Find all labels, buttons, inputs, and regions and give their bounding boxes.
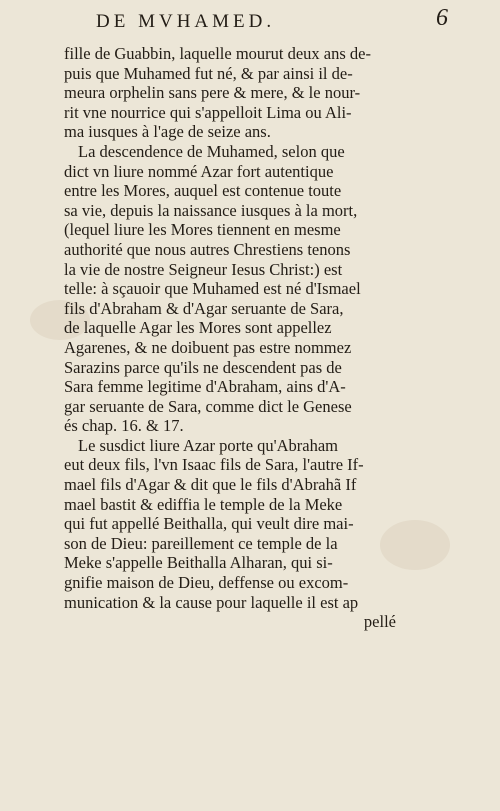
page-number: 6 [436, 5, 448, 31]
text-line: munication & la cause pour laquelle il est ap [64, 592, 359, 612]
text-line: authorité que nous autres Chrestiens tenons [64, 239, 351, 259]
text-line: dict vn liure nommé Azar fort autentique [64, 161, 334, 181]
text-line: Sara femme legitime d'Abraham, ains d'A- [64, 377, 346, 397]
text-line: rit vne nourrice qui s'appelloit Lima ou Ali- [64, 102, 352, 122]
text-line: gnifie maison de Dieu, deffense ou excom- [64, 573, 349, 593]
body-text [64, 44, 396, 632]
paragraph-start-line: La descendence de Muhamed, selon que [78, 141, 345, 161]
text-line: son de Dieu: pareillement ce temple de la [64, 533, 338, 553]
text-line: la vie de nostre Seigneur Iesus Christ:) est [64, 259, 343, 279]
text-line: de laquelle Agar les Mores sont appellez [64, 318, 332, 338]
text-line: sa vie, depuis la naissance iusques à la mort, [64, 200, 358, 220]
text-line: gar seruante de Sara, comme dict le Genese [64, 396, 352, 416]
text-line: Sarazins parce qu'ils ne descendent pas de [64, 357, 342, 377]
text-line: (lequel liure les Mores tiennent en mesme [64, 220, 341, 240]
text-line: ma iusques à l'age de seize ans. [64, 122, 271, 142]
text-line: fils d'Abraham & d'Agar seruante de Sara, [64, 298, 344, 318]
text-line: qui fut appellé Beithalla, qui veult dire mai- [64, 514, 354, 534]
text-line: fille de Guabbin, laquelle mourut deux ans de- [64, 44, 371, 63]
page-header [0, 0, 500, 40]
text-line: eut deux fils, l'vn Isaac fils de Sara, l'autre If- [64, 455, 364, 475]
catchword: pellé [363, 612, 396, 632]
text-line: telle: à sçauoir que Muhamed est né d'Ismael [64, 279, 361, 299]
paragraph-start-line: Le susdict liure Azar porte qu'Abraham [78, 435, 339, 455]
text-line: mael fils d'Agar & dit que le fils d'Abrahã If [64, 475, 357, 495]
text-line: meura orphelin sans pere & mere, & le nour- [64, 83, 361, 103]
running-head: DE MVHAMED. [96, 11, 276, 32]
text-line: puis que Muhamed fut né, & par ainsi il de- [64, 63, 353, 83]
text-line: entre les Mores, auquel est contenue toute [64, 181, 342, 201]
text-line: és chap. 16. & 17. [64, 416, 184, 436]
text-line: mael bastit & ediffia le temple de la Meke [64, 494, 343, 514]
text-line: Meke s'appelle Beithalla Alharan, qui si- [64, 553, 333, 573]
text-line: Agarenes, & ne doibuent pas estre nommez [64, 337, 352, 357]
